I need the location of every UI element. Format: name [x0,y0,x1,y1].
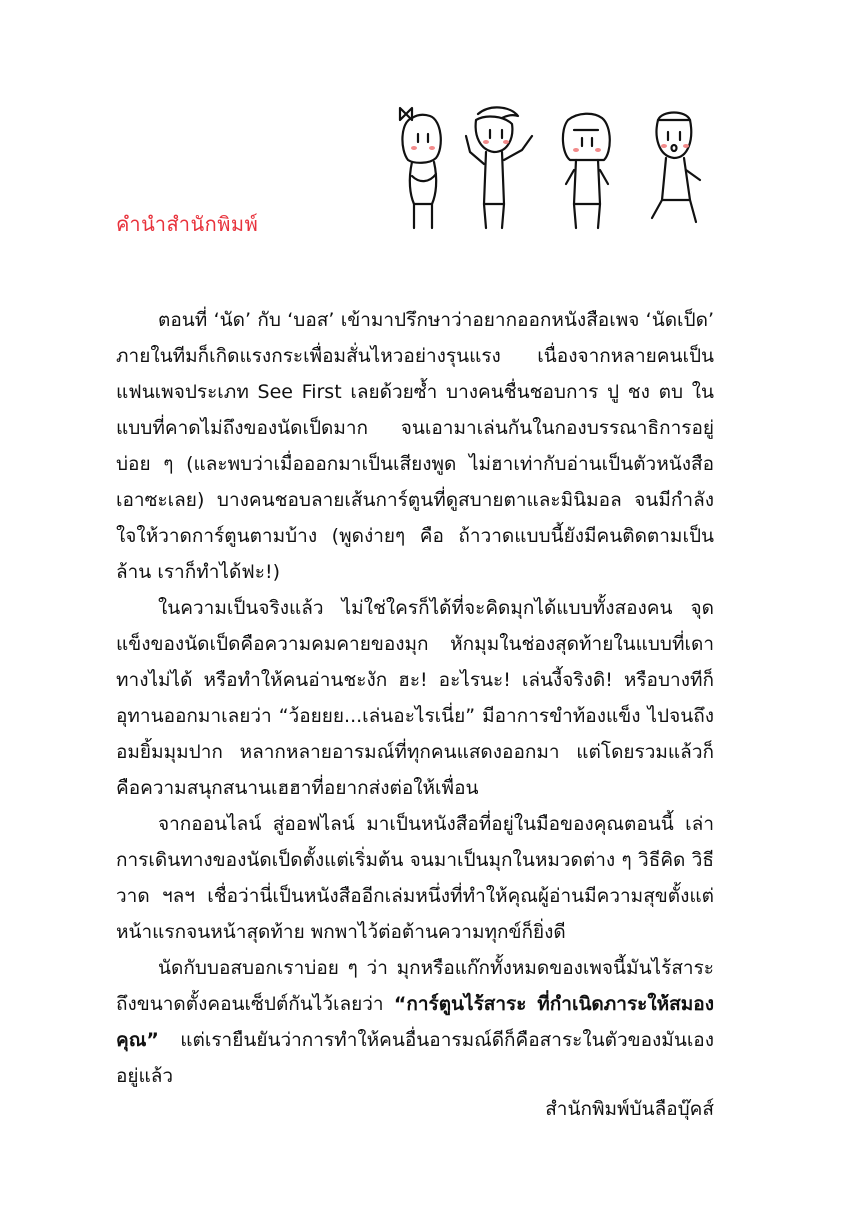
paragraph-1: ตอนที่ ‘นัด’ กับ ‘บอส’ เข้ามาปรึกษาว่าอยากออกหนังสือเพจ ‘นัดเป็ด’ ภายในทีมก็เกิดแรงกระเพื่อมสั่นไหวอย่างรุนแรง เนื่องจากหลายคนเป็นแฟนเพจประเภท See First เลยด้วยซ้ำ บางคนชื่นชอบการ ปู ชง ตบ ในแบบที่คาดไม่ถึงของนัดเป็ดมาก จนเอามาเล่นกันในกองบรรณาธิการอยู่บ่อย ๆ (และพบว่าเมื่อออกมาเป็นเสียงพูด ไม่ฮาเท่ากับอ่านเป็นตัวหนังสือเอาซะเลย) บางคนชอบลายเส้นการ์ตูนที่ดูสบายตาและมินิมอล จนมีกำลังใจให้วาดการ์ตูนตามบ้าง (พูดง่ายๆ คือ ถ้าวาดแบบนี้ยังมีคนติดตามเป็นล้าน เราก็ทำได้ฟะ!) [116,309,714,583]
paragraph-4-end: แต่เรายืนยันว่าการทำให้คนอื่นอารมณ์ดีก็คือสาระในตัวของมันเองอยู่แล้ว [116,1029,714,1087]
paragraph-4 [116,950,714,1094]
girl-with-bow-character [400,108,441,228]
page-heading: คำนำสำนักพิมพ์ [116,212,259,236]
cap-boy-character [652,113,700,223]
paragraph-3: จากออนไลน์ สู่ออฟไลน์ มาเป็นหนังสือที่อยู่ในมือของคุณตอนนี้ เล่าการเดินทางของนัดเป็ดตั้งแต่เริ่มต้น จนมาเป็นมุกในหมวดต่าง ๆ วิธีคิด วิธีวาด ฯลฯ เชื่อว่านี่เป็นหนังสืออีกเล่มหนึ่งที่ทำให้คุณผู้อ่านมีความสุขตั้งแต่หน้าแรกจนหน้าสุดท้าย พกพาไว้ต่อต้านความทุกข์ก็ยิ่งดี [116,813,714,943]
paragraph-2: ในความเป็นจริงแล้ว ไม่ใช่ใครก็ได้ที่จะคิดมุกได้แบบทั้งสองคน จุดแข็งของนัดเป็ดคือความคมคายของมุก หักมุมในช่องสุดท้ายในแบบที่เดาทางไม่ได้ หรือทำให้คนอ่านชะงัก ฮะ! อะไรนะ! เล่นงี้จริงดิ! หรือบางทีก็อุทานออกมาเลยว่า “ว้อยยย...เล่นอะไรเนี่ย” มีอาการขำท้องแข็ง ไปจนถึงอมยิ้มมุมปาก หลากหลายอารมณ์ที่ทุกคนแสดงออกมา แต่โดยรวมแล้วก็คือความสนุกสนานเฮฮาที่อยากส่งต่อให้เพื่อน [116,597,714,799]
paragraph-4-start: นัดกับบอสบอกเราบ่อย ๆ ว่า มุกหรือแก๊กทั้งหมดของเพจนี้มันไร้สาระ ถึงขนาดตั้งคอนเซ็ปต์กันไว้เลยว่า [116,957,714,1015]
publisher-signature: สำนักพิมพ์บันลือบุ๊คส์ [545,1098,714,1120]
bob-hair-girl-character [563,114,610,228]
spiky-hair-boy-character [466,107,532,228]
cartoon-characters-illustration [390,100,720,230]
concept-quote: “การ์ตูนไร้สาระ ที่กำเนิดภาระให้สมองคุณ” [116,993,714,1051]
preface-body [116,302,714,1094]
